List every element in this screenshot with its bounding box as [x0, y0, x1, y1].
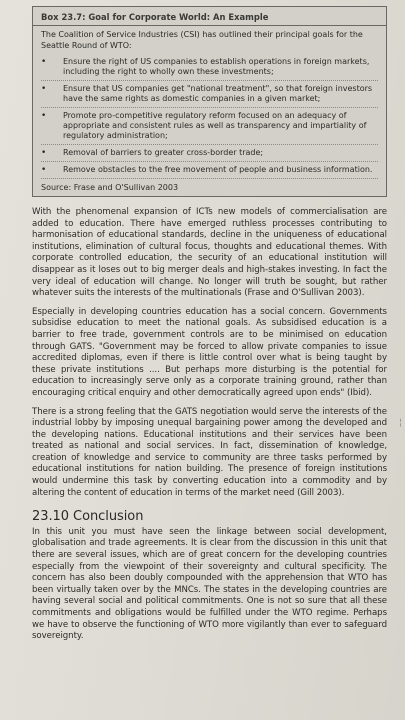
- bullet-dot-icon: •: [41, 165, 47, 175]
- paragraph: There is a strong feeling that the GATS negotiation would serve the interests of the industrial lobby by imposing unequal bargaining power among the developed and the developing nations. Educational institutions and their services have been treated as national and social services. In fact, dissemination of knowledge, creation of knowledge and service to community are three tasks performed by educational institutions for nation building. The presence of foreign institutions would undermine this task by converting education into a commodity and by altering the content of education in terms of the market need (Gill 2003).: [32, 406, 387, 498]
- box-bullet-text: Ensure that US companies get "national treatment", so that foreign investors have the same rights as domestic companies in a given market;: [63, 84, 373, 103]
- paragraph: With the phenomenal expansion of ICTs new models of commercialisation are added to education. There have emerged ruthless processes contributing to harmonisation of educational standards, decline in the uniqueness of educational institutions, elimination of cultural focus, thoughts and educational themes. With corporate controlled education, the security of an educational institution will disappear as it loses out to big merger deals and high-stakes investing. In fact the very ideal of education will change. No longer will truth be sought, but rather whatever suits the interests of the multinationals (Frase and O'Sullivan 2003).: [32, 207, 387, 299]
- box-bullet-text: Promote pro-competitive regulatory reform focused on an adequacy of appropriate and consistent rules as well as transparency and impartiality of regulatory administration;: [63, 111, 367, 140]
- bullet-dot-icon: •: [41, 84, 47, 94]
- box-bullet-text: Remove obstacles to the free movement of people and business information.: [63, 165, 373, 174]
- box-intro: The Coalition of Service Industries (CSI) has outlined their principal goals for the Seattle Round of WTO:: [41, 30, 363, 50]
- section-heading-text: 23.10 Conclusion: [32, 509, 144, 525]
- box-bullet: [41, 54, 378, 81]
- box-source: Source: Frase and O'Sullivan 2003: [41, 183, 179, 192]
- box-bullet: [41, 145, 378, 162]
- bullet-dot-icon: •: [41, 111, 47, 121]
- paragraph: Especially in developing countries education has a social concern. Governments subsidise education to meet the national goals. As subsidised education is a barrier to free trade, government controls are to be minimised on education through GATS. "Government may be forced to allow private companies to issue accredited diplomas, even if there is little control over what is being taught by these private institutions .... But perhaps more disturbing is the potential for education to increasingly serve only as a corporate training ground, rather than encouraging critical enquiry and other democratically agreed upon ends" (Ibid).: [32, 306, 387, 398]
- box-bullet: [41, 81, 378, 108]
- box-bullet-text: Removal of barriers to greater cross-border trade;: [63, 148, 264, 157]
- box-23-7: [32, 6, 387, 197]
- conclusion-paragraph: In this unit you must have seen the linkage between social development, globalisation and trade agreements. It is clear from the discussion in this unit that there are several issues, which are of great concern for the developing countries especially from the viewpoint of their sovereignty and cultural specificity. The concern has also been doubly compounded with the apprehension that WTO has been virtually taken over by the MNCs. The states in the developing countries are having several social and political commitments. One is not so sure that all these commitments and obligations would be fulfilled under the WTO regime. Perhaps we have to observe the functioning of WTO more vigilantly than ever to safeguard sovereignty.: [32, 526, 387, 642]
- box-bullet: [41, 162, 378, 179]
- box-bullet-text: Ensure the right of US companies to establish operations in foreign markets, including the right to wholly own these investments;: [63, 57, 370, 76]
- box-title: Box 23.7: Goal for Corporate World: An Example: [33, 11, 386, 26]
- section-heading: [32, 511, 387, 523]
- bullet-dot-icon: •: [41, 148, 47, 158]
- box-bullet: [41, 108, 378, 145]
- body-text: [32, 207, 387, 643]
- margin-mark: ¦: [398, 418, 402, 428]
- bullet-dot-icon: •: [41, 57, 47, 67]
